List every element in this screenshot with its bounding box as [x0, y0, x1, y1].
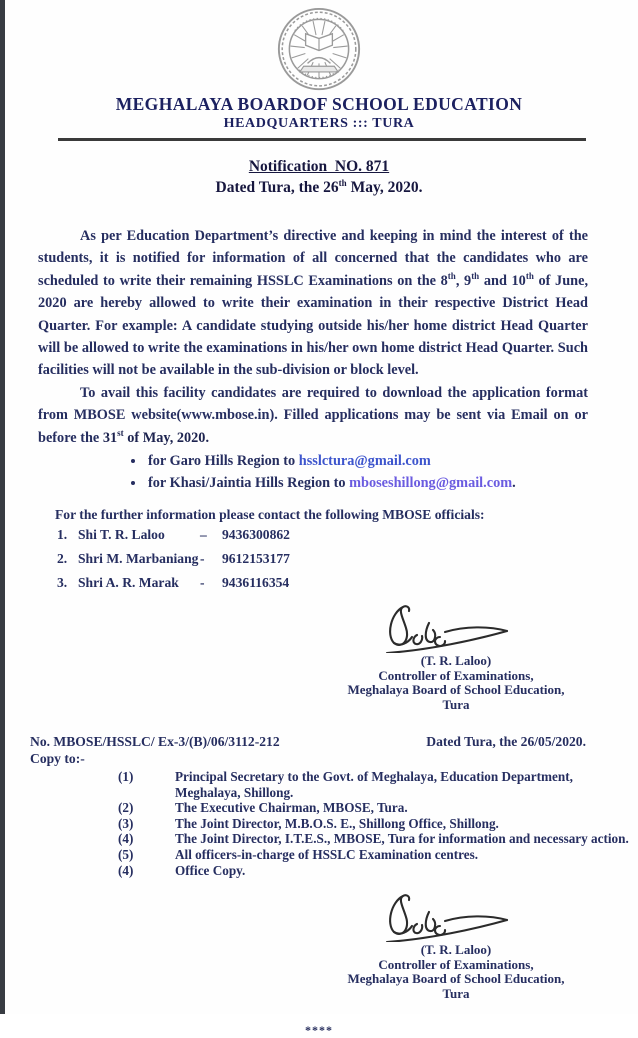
- notification-date: [0, 179, 638, 197]
- copy-item: [118, 831, 638, 847]
- signatory-name: (T. R. Laloo): [420, 942, 492, 958]
- reference-number: No. MBOSE/HSSLC/ Ex-3/(B)/06/3112-212: [30, 734, 280, 750]
- para1-text: of June, 2020 are hereby allowed to write their examination in their respective District Head Quarter. For example: A candidate studying outside his/her home district Head Quarter will be allowed to write the examinations in his/her own home district Head Quarter. Such facilities will not be available in the sub-division or block level.: [38, 272, 589, 379]
- document-header: [0, 0, 638, 132]
- date-text-tail: May, 2020.: [346, 179, 423, 196]
- copy-item-line2: Meghalaya, Shillong.: [175, 784, 294, 800]
- date-text: Dated Tura, the 26: [215, 179, 339, 196]
- contact-name: Shri A. R. Marak: [78, 575, 179, 591]
- org-headquarters: HEADQUARTERS ::: TURA: [223, 116, 415, 131]
- copy-item-line1: Principal Secretary to the Govt. of Meghalaya, Education Department,: [175, 769, 573, 785]
- para1-sup-9th: th: [471, 271, 480, 282]
- copy-item: [118, 863, 638, 879]
- deadline-day: 31: [102, 429, 118, 446]
- para1-text: and 10: [479, 272, 526, 289]
- copy-item-text: The Joint Director, M.B.O.S. E., Shillong Office, Shillong.: [175, 815, 499, 831]
- contacts-section: [55, 507, 638, 591]
- contact-phone: 9436116354: [222, 575, 290, 591]
- garo-hills-email-link[interactable]: hsslctura@gmail.com: [298, 453, 431, 470]
- signature-block-2: [316, 890, 596, 1001]
- para1-sup-10th: th: [525, 271, 534, 282]
- region-email-list: [146, 450, 588, 494]
- copy-to-list: [118, 769, 638, 878]
- mbose-seal-logo: [275, 7, 363, 93]
- copy-to-label: Copy to:-: [30, 751, 85, 767]
- notification-title: Notification NO. 871: [248, 158, 390, 175]
- footer-date: Dated Tura, the 26/05/2020.: [426, 734, 586, 750]
- khasi-jaintia-label: for Khasi/Jaintia Hills Region to: [148, 475, 350, 492]
- contact-row: [57, 575, 638, 591]
- header-divider: [58, 138, 586, 141]
- deadline-date: [102, 427, 210, 446]
- copy-item-text: The Joint Director, I.T.E.S., MBOSE, Tura for information and necessary action.: [175, 831, 629, 847]
- garo-hills-label: for Garo Hills Region to: [148, 453, 299, 470]
- copy-item-text: [175, 769, 635, 800]
- notification-body: [38, 225, 588, 494]
- contact-number: 2.: [57, 551, 68, 567]
- signatory-place: Tura: [442, 696, 470, 712]
- khasi-jaintia-email-item: [146, 472, 588, 494]
- copy-item-number: (1): [118, 769, 134, 785]
- contact-name: Shi T. R. Laloo: [78, 527, 165, 543]
- contact-number: 3.: [57, 575, 68, 591]
- copy-item-number: (2): [118, 800, 134, 816]
- deadline-ordinal: st: [117, 427, 124, 438]
- contact-dash: -: [200, 551, 205, 567]
- garo-hills-email-item: [146, 450, 588, 472]
- copy-item: [118, 816, 638, 832]
- signatory-org: Meghalaya Board of School Education,: [347, 971, 565, 987]
- deadline-tail: of May, 2020.: [123, 429, 210, 446]
- para1-sup-8th: th: [447, 271, 456, 282]
- contact-dash: -: [200, 575, 205, 591]
- contact-phone: 9612153177: [222, 551, 290, 567]
- copy-item-text: The Executive Chairman, MBOSE, Tura.: [175, 800, 408, 816]
- signature-image: [357, 890, 527, 942]
- copy-item-number: (4): [118, 831, 134, 847]
- signature-block-1: [316, 601, 596, 712]
- copy-item: [118, 800, 638, 816]
- contact-dash: –: [200, 527, 207, 543]
- signatory-title: Controller of Examinations,: [378, 956, 534, 972]
- contact-row: [57, 551, 638, 567]
- signatory-name: (T. R. Laloo): [420, 653, 492, 669]
- copy-item-text: All officers-in-charge of HSSLC Examination centres.: [175, 847, 479, 863]
- contact-name: Shri M. Marbaniang: [78, 551, 199, 567]
- para1-text: As per Education Department’s directive and keeping in mind the interest of the students, it is notified for information of all concerned that the candidates who are scheduled to write their remaining HSSLC Examinations on the 8: [38, 228, 588, 289]
- para1-text: , 9: [455, 272, 472, 289]
- seal-icon: [275, 7, 363, 93]
- para2-text: To avail this facility candidates are required to download the application format from MBOSE website(www.mbose.in). Filled applications may be sent via Email on or before the: [38, 384, 588, 446]
- copy-item: [118, 847, 638, 863]
- signatory-org: Meghalaya Board of School Education,: [347, 682, 565, 698]
- paragraph-1: [38, 225, 588, 382]
- copy-item-text: Office Copy.: [175, 862, 246, 878]
- copy-item-number: (3): [118, 815, 134, 831]
- signatory-place: Tura: [442, 985, 470, 1001]
- end-of-document-mark: ****: [305, 1023, 333, 1038]
- signatory-title: Controller of Examinations,: [378, 667, 534, 683]
- contact-row: [57, 527, 638, 543]
- khasi-suffix: .: [512, 475, 516, 492]
- contacts-heading: For the further information please contact the following MBOSE officials:: [55, 507, 485, 523]
- copy-item-number: (5): [118, 847, 134, 863]
- date-ordinal: th: [338, 177, 347, 188]
- org-name: MEGHALAYA BOARDOF SCHOOL EDUCATION: [115, 94, 523, 114]
- signature-image: [357, 601, 527, 653]
- reference-row: [30, 734, 586, 750]
- contact-number: 1.: [57, 527, 68, 543]
- copy-item-number: (4): [118, 862, 134, 878]
- copy-item: [118, 769, 638, 800]
- page-left-border: [0, 0, 5, 1014]
- khasi-jaintia-email-link[interactable]: mboseshillong@gmail.com: [349, 475, 513, 492]
- paragraph-2: [38, 382, 588, 449]
- contact-phone: 9436300862: [222, 527, 290, 543]
